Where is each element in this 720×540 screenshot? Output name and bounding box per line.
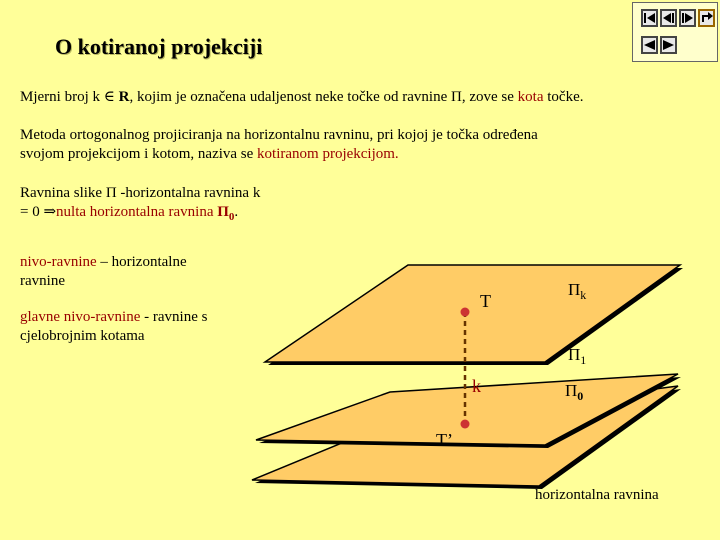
- plane-k-subscript: k: [580, 288, 587, 302]
- pi-zero-subscript: 0: [228, 211, 235, 223]
- pi-symbol: Π: [565, 381, 578, 400]
- text: svojom projekcijom i kotom, naziva se: [20, 146, 258, 162]
- point-t-prime: [461, 420, 470, 429]
- text: Metoda ortogonalnog projiciranja na horizontalnu ravninu, pri kojoj je točka određena: [20, 127, 538, 143]
- caption-horizontal-plane: horizontalna ravnina: [535, 487, 659, 503]
- point-t: [461, 308, 470, 317]
- term-nivo-ravnine: nivo-ravnine: [20, 254, 97, 270]
- pi-symbol: Π: [451, 89, 462, 105]
- text: , kojim je označena udaljenost neke točke od ravnine: [129, 89, 452, 105]
- element-of-symbol: ∈: [103, 89, 115, 105]
- pi-symbol: Π: [568, 345, 581, 364]
- text: = 0: [20, 204, 44, 220]
- text: Ravnina slike Π -horizontalna ravnina k: [20, 185, 261, 201]
- plane-zero-subscript: 0: [577, 389, 584, 403]
- text: točke.: [543, 89, 584, 105]
- term-kotirana-projekcija: kotiranom projekcijom.: [257, 146, 399, 162]
- text: Mjerni broj k: [20, 89, 104, 105]
- implies-symbol: ⇒: [43, 204, 57, 220]
- text: - ravnine s: [140, 309, 208, 325]
- plane-one-subscript: 1: [580, 353, 587, 367]
- reals-symbol: R: [114, 89, 130, 105]
- page-title: O kotiranoj projekciji: [55, 34, 263, 59]
- label-t: T: [480, 291, 491, 311]
- pi-symbol: Π: [568, 280, 581, 299]
- text: ravnine: [20, 273, 65, 289]
- term-nulta-ravnina: nulta horizontalna ravnina: [56, 204, 218, 220]
- pi-zero-symbol: Π: [217, 204, 229, 220]
- text: cjelobrojnim kotama: [20, 328, 145, 344]
- label-plane-one: [568, 345, 586, 367]
- text: .: [234, 204, 239, 220]
- text: – horizontalne: [96, 254, 187, 270]
- label-k: k: [472, 376, 481, 396]
- text: , zove se: [461, 89, 518, 105]
- term-glavne-nivo-ravnine: glavne nivo-ravnine: [20, 309, 141, 325]
- term-kota: kota: [517, 89, 544, 105]
- label-t-prime: T’: [436, 430, 453, 450]
